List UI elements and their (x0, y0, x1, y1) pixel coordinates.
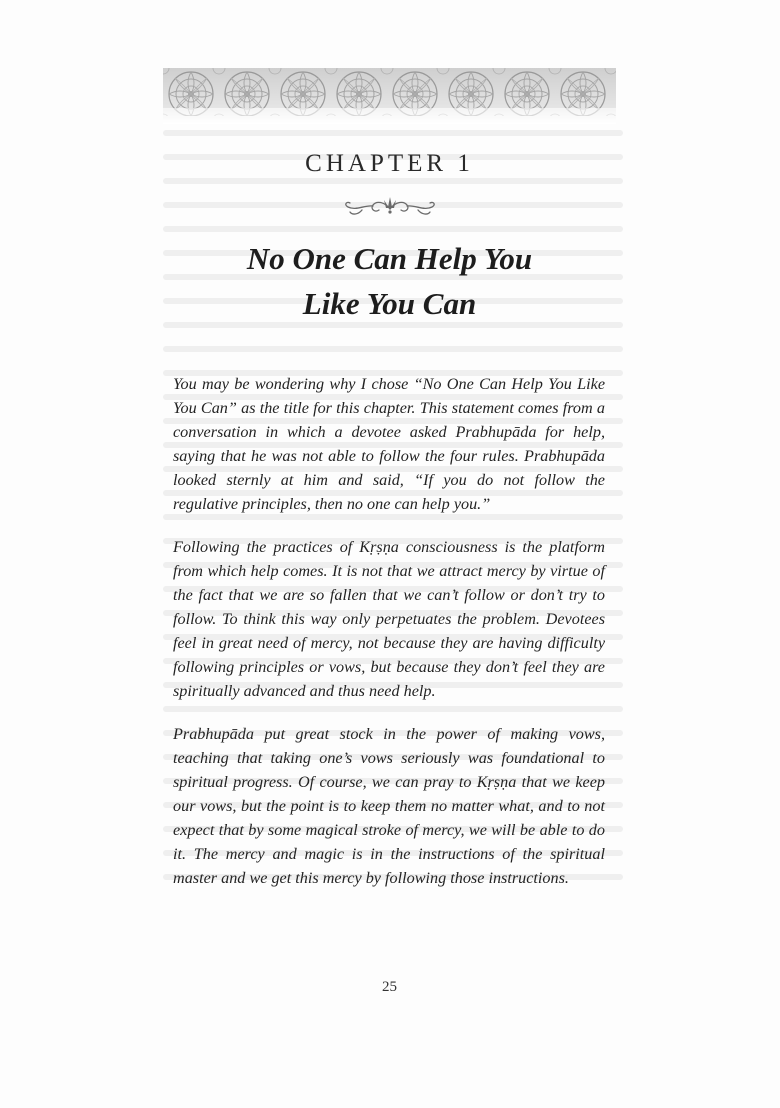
paragraph-2: Following the practices of Kṛṣṇa consciousness is the platform from which help comes. It is not that we attract mercy by virtue of the fact that we are so fallen that we can’t follow or don’t try to follow. To think this way only perpetuates the problem. Devotees feel in great need of mercy, not because they are having difficulty following principles or vows, but because they don’t feel they are spiritually advanced and thus need help. (173, 538, 605, 700)
chapter-label: CHAPTER 1 (305, 150, 474, 177)
chapter-title-line-2: Like You Can (302, 286, 477, 321)
page-number: 25 (382, 979, 397, 995)
flourish-ornament-icon (340, 193, 440, 219)
paragraph-1: You may be wondering why I chose “No One Can Help You Like You Can” as the title for this chapter. This statement comes from a conversation in which a devotee asked Prabhupāda for help, saying that he was not able to follow the four rules. Prabhupāda looked sternly at him and said, “If you do not follow the regulative principles, then no one can help you.” (173, 375, 605, 513)
decorative-mandala-banner (163, 68, 616, 124)
paragraph-3: Prabhupāda put great stock in the power of making vows, teaching that taking one’s vows seriously was foundational to spiritual progress. Of course, we can pray to Kṛṣṇa that we keep our vows, but the point is to keep them no matter what, and to not expect that by some magical stroke of mercy, we will be able to do it. The mercy and magic is in the instructions of the spiritual master and we get this mercy by following those instructions. (173, 725, 605, 887)
chapter-title (163, 236, 616, 326)
chapter-title-line-1: No One Can Help You (246, 241, 533, 276)
chapter-body (173, 372, 605, 909)
